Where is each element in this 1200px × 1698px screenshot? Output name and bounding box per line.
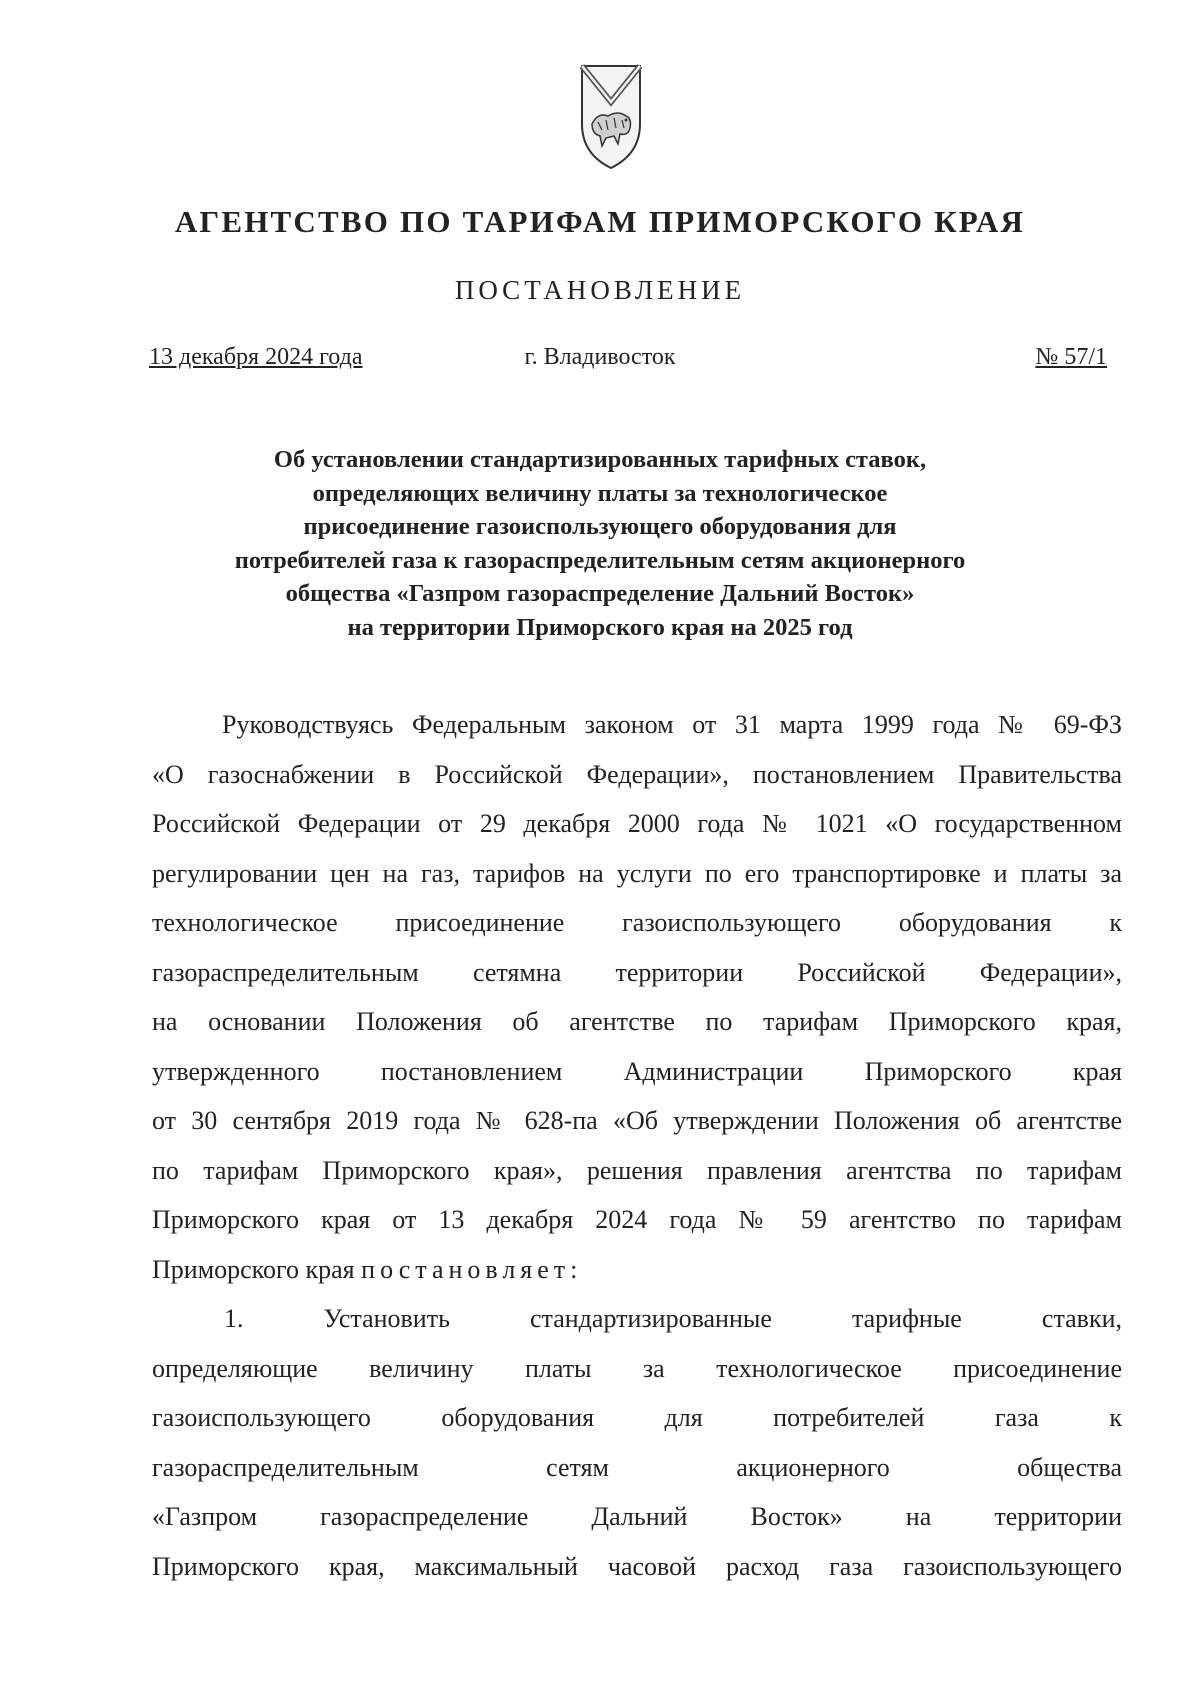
document-title (120, 443, 1080, 644)
title-line: присоединение газоиспользующего оборудования для (303, 513, 897, 540)
body-line: Руководствуясь Федеральным законом от 31 марта 1999 года № 69-ФЗ (222, 710, 1122, 739)
item-line: «Газпром газораспределение Дальний Восток» на территории (152, 1502, 1122, 1531)
title-line: потребителей газа к газораспределительным сетям акционерного (234, 546, 966, 574)
decree-line (152, 1245, 1122, 1295)
body-line: Российской Федерации от 29 декабря 2000 года № 1021 «О государственном (152, 809, 1122, 838)
agency-name: АГЕНТСТВО ПО ТАРИФАМ ПРИМОРСКОГО КРАЯ (174, 204, 1026, 239)
item-line: 1. Установить стандартизированные тарифные ставки, (224, 1304, 1122, 1333)
document-number: № 57/1 (1035, 344, 1107, 370)
body-line: по тарифам Приморского края», решения правления агентства по тарифам (152, 1155, 1122, 1185)
document-city: г. Владивосток (524, 344, 676, 370)
body-line: газораспределительным сетямна территории Российской Федерации», (152, 957, 1122, 987)
coat-of-arms-icon (578, 62, 644, 172)
body-line: от 30 сентября 2019 года № 628-па «Об утверждении Положения об агентстве (152, 1106, 1122, 1135)
item-line: газоиспользующего оборудования для потребителей газа к (152, 1403, 1122, 1432)
item-line: определяющие величину платы за технологическое присоединение (152, 1353, 1122, 1383)
body-line: утвержденного постановлением Администрации Приморского края (152, 1056, 1122, 1086)
body-line: «О газоснабжении в Российской Федерации», постановлением Правительства (152, 759, 1122, 789)
title-line: Об установлении стандартизированных тарифных ставок, (273, 446, 927, 473)
body-line: на основании Положения об агентстве по тарифам Приморского края, (152, 1007, 1122, 1036)
document-type: ПОСТАНОВЛЕНИЕ (454, 275, 746, 305)
body-line: Приморского края от 13 декабря 2024 года № 59 агентство по тарифам (152, 1205, 1122, 1234)
item-line: газораспределительным сетям акционерного общества (152, 1452, 1122, 1482)
body-line: регулировании цен на газ, тарифов на услуги по его транспортировке и платы за (152, 858, 1122, 888)
document-date: 13 декабря 2024 года (149, 344, 363, 370)
document-body (152, 700, 1122, 1591)
item-line: Приморского края, максимальный часовой расход газа газоиспользующего (152, 1551, 1122, 1581)
title-line: общества «Газпром газораспределение Дальний Восток» (285, 580, 915, 607)
body-line: технологическое присоединение газоиспользующего оборудования к (152, 908, 1122, 937)
title-line: на территории Приморского края на 2025 год (347, 613, 853, 641)
decree-prefix: Приморского края (152, 1254, 355, 1284)
title-line: определяющих величину платы за технологическое (312, 479, 888, 507)
decree-verb: постановляет: (361, 1254, 583, 1284)
